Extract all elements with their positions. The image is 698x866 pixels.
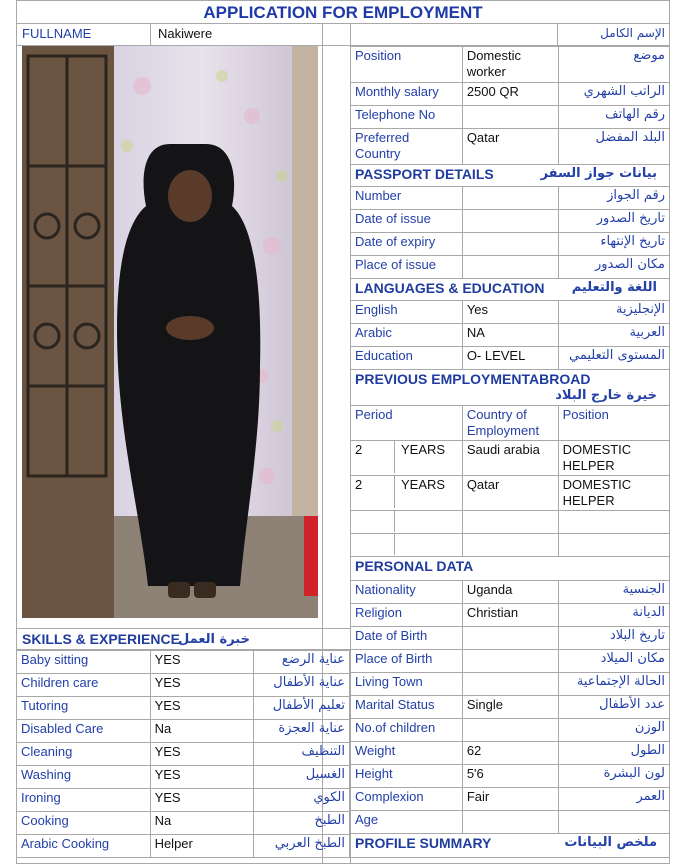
languages-header-label: LANGUAGES & EDUCATION xyxy=(355,280,545,296)
right-column xyxy=(350,46,670,864)
employment-row-country: Qatar xyxy=(462,476,558,511)
skill-arabic: تعليم الأطفال xyxy=(254,697,350,720)
employment-row-position: DOMESTIC HELPER xyxy=(558,476,669,511)
passport-row-2-arabic: تاريخ الإنتهاء xyxy=(558,233,669,256)
personal-row-3-label: Place of Birth xyxy=(351,650,463,673)
personal-row-6-label: No.of children xyxy=(351,719,463,742)
passport-row-0 xyxy=(351,187,670,210)
personal-row-0-arabic: الجنسية xyxy=(558,581,669,604)
skill-arabic: الغسيل xyxy=(254,766,350,789)
employment-row xyxy=(351,476,670,511)
profile-header-arabic: ملخص البيانات xyxy=(564,835,657,850)
personal-row-7-label: Weight xyxy=(351,742,463,765)
skill-value: YES xyxy=(150,743,254,766)
top-row-0-value: Domestic worker xyxy=(462,47,558,83)
personal-row-9-arabic: العمر xyxy=(558,788,669,811)
skill-value: Helper xyxy=(150,835,254,858)
languages-header xyxy=(351,279,670,301)
skills-header-arabic: خبرة العمل xyxy=(178,632,250,647)
personal-row-9-label: Complexion xyxy=(351,788,463,811)
employment-row-years: 2 xyxy=(351,476,395,508)
personal-row-4-value xyxy=(462,673,558,696)
top-row-3 xyxy=(351,129,670,165)
languages-row-1-label: Arabic xyxy=(351,324,463,347)
top-row-0 xyxy=(351,47,670,83)
personal-row-8-arabic: لون البشرة xyxy=(558,765,669,788)
skill-row-7 xyxy=(17,812,350,835)
personal-row-1-arabic: الديانة xyxy=(558,604,669,627)
fullname-label: FULLNAME xyxy=(22,26,92,41)
skill-label: Tutoring xyxy=(17,697,151,720)
skills-header-label: SKILLS & EXPERIENCE xyxy=(22,631,180,647)
employment-header-arabic: خيرة خارج البلاد xyxy=(555,388,657,403)
skill-label: Washing xyxy=(17,766,151,789)
top-row-1-arabic: الراتب الشهري xyxy=(558,83,669,106)
personal-row-1-label: Religion xyxy=(351,604,463,627)
personal-row-10-arabic xyxy=(558,811,669,834)
passport-row-1-arabic: تاريخ الصدور xyxy=(558,210,669,233)
skill-arabic: الطبخ xyxy=(254,812,350,835)
personal-row-10-value xyxy=(462,811,558,834)
personal-row-1-value: Christian xyxy=(462,604,558,627)
employment-row-unit: YEARS xyxy=(401,442,446,457)
personal-row-0-value: Uganda xyxy=(462,581,558,604)
personal-row-6-arabic: الوزن xyxy=(558,719,669,742)
profile-header-label: PROFILE SUMMARY xyxy=(355,835,492,851)
top-row-2 xyxy=(351,106,670,129)
passport-row-2-value xyxy=(462,233,558,256)
skill-row-3 xyxy=(17,720,350,743)
passport-row-3-value xyxy=(462,256,558,279)
passport-row-2-label: Date of expiry xyxy=(351,233,463,256)
skill-value: YES xyxy=(150,766,254,789)
top-row-0-label: Position xyxy=(351,47,463,83)
languages-row-2 xyxy=(351,347,670,370)
form-title: APPLICATION FOR EMPLOYMENT xyxy=(16,2,670,24)
personal-row-4 xyxy=(351,673,670,696)
skills-section xyxy=(16,628,350,864)
top-row-2-value xyxy=(462,106,558,129)
employment-col-country: Country of Employment xyxy=(462,406,558,441)
passport-row-3-label: Place of issue xyxy=(351,256,463,279)
passport-header-arabic: بيانات جواز السفر xyxy=(540,166,657,181)
skill-arabic: عناية العجزة xyxy=(254,720,350,743)
skill-label: Cooking xyxy=(17,812,151,835)
employment-row-unit xyxy=(395,534,407,555)
personal-row-9-value: Fair xyxy=(462,788,558,811)
personal-row-4-label: Living Town xyxy=(351,673,463,696)
employment-row-years xyxy=(351,511,395,532)
personal-row-2 xyxy=(351,627,670,650)
languages-row-1-value: NA xyxy=(462,324,558,347)
passport-row-0-arabic: رقم الجواز xyxy=(558,187,669,210)
languages-row-0-label: English xyxy=(351,301,463,324)
skill-label: Disabled Care xyxy=(17,720,151,743)
skill-arabic: الكوي xyxy=(254,789,350,812)
top-row-0-arabic: موضع xyxy=(558,47,669,83)
employment-row-position xyxy=(558,534,669,557)
skill-value: YES xyxy=(150,674,254,697)
personal-row-5-value: Single xyxy=(462,696,558,719)
employment-header-label: PREVIOUS EMPLOYMENTABROAD xyxy=(355,371,591,387)
top-details-table xyxy=(350,46,670,858)
passport-row-1-label: Date of issue xyxy=(351,210,463,233)
personal-row-7-value: 62 xyxy=(462,742,558,765)
employment-row-country xyxy=(462,511,558,534)
skill-row-4 xyxy=(17,743,350,766)
applicant-photo-image xyxy=(22,46,318,618)
skill-row-5 xyxy=(17,766,350,789)
skill-label: Ironing xyxy=(17,789,151,812)
employment-row-years xyxy=(351,534,395,555)
languages-header-arabic: اللغة والتعليم xyxy=(571,280,657,295)
skill-arabic: عناية الرضع xyxy=(254,651,350,674)
top-row-3-value: Qatar xyxy=(462,129,558,165)
employment-header xyxy=(351,370,670,406)
personal-row-8-value: 5'6 xyxy=(462,765,558,788)
personal-row-5 xyxy=(351,696,670,719)
profile-header xyxy=(351,834,670,858)
languages-row-1-arabic: العربية xyxy=(558,324,669,347)
application-form xyxy=(16,0,670,864)
skill-arabic: التنظيف xyxy=(254,743,350,766)
skill-arabic: الطبخ العربي xyxy=(254,835,350,858)
personal-row-8 xyxy=(351,765,670,788)
personal-row-9 xyxy=(351,788,670,811)
personal-row-0-label: Nationality xyxy=(351,581,463,604)
employment-row-years: 2 xyxy=(351,441,395,473)
top-row-2-arabic: رقم الهاتف xyxy=(558,106,669,129)
personal-row-2-label: Date of Birth xyxy=(351,627,463,650)
personal-row-3 xyxy=(351,650,670,673)
skill-label: Baby sitting xyxy=(17,651,151,674)
skill-value: YES xyxy=(150,651,254,674)
employment-col-period: Period xyxy=(351,406,463,441)
employment-row-position xyxy=(558,511,669,534)
skill-value: YES xyxy=(150,789,254,812)
employment-row-position: DOMESTIC HELPER xyxy=(558,441,669,476)
personal-row-0 xyxy=(351,581,670,604)
skill-row-8 xyxy=(17,835,350,858)
passport-row-1 xyxy=(351,210,670,233)
personal-row-6 xyxy=(351,719,670,742)
employment-col-headers xyxy=(351,406,670,441)
fullname-arabic: الإسم الكامل xyxy=(600,26,665,40)
personal-row-6-value xyxy=(462,719,558,742)
personal-row-8-label: Height xyxy=(351,765,463,788)
skill-label: Cleaning xyxy=(17,743,151,766)
top-row-1-value: 2500 QR xyxy=(462,83,558,106)
skill-value: Na xyxy=(150,720,254,743)
top-row-1 xyxy=(351,83,670,106)
personal-row-3-value xyxy=(462,650,558,673)
personal-row-7 xyxy=(351,742,670,765)
employment-row xyxy=(351,534,670,557)
passport-row-1-value xyxy=(462,210,558,233)
employment-row-unit xyxy=(395,511,407,532)
personal-row-1 xyxy=(351,604,670,627)
skills-header xyxy=(16,628,350,650)
personal-header xyxy=(351,557,670,581)
employment-row-unit: YEARS xyxy=(401,477,446,492)
languages-row-1 xyxy=(351,324,670,347)
personal-row-5-arabic: عدد الأطفال xyxy=(558,696,669,719)
personal-row-10 xyxy=(351,811,670,834)
top-row-2-label: Telephone No xyxy=(351,106,463,129)
skill-value: Na xyxy=(150,812,254,835)
employment-row-country: Saudi arabia xyxy=(462,441,558,476)
employment-row-country xyxy=(462,534,558,557)
personal-row-10-label: Age xyxy=(351,811,463,834)
languages-row-0-arabic: الإنجليزية xyxy=(558,301,669,324)
passport-row-3-arabic: مكان الصدور xyxy=(558,256,669,279)
skill-row-2 xyxy=(17,697,350,720)
personal-row-2-value xyxy=(462,627,558,650)
passport-row-0-label: Number xyxy=(351,187,463,210)
passport-row-2 xyxy=(351,233,670,256)
skill-row-1 xyxy=(17,674,350,697)
languages-row-0 xyxy=(351,301,670,324)
personal-row-5-label: Marital Status xyxy=(351,696,463,719)
personal-row-4-arabic: الحالة الإجتماعية xyxy=(558,673,669,696)
personal-header-label: PERSONAL DATA xyxy=(355,558,474,574)
fullname-value: Nakiwere xyxy=(158,26,213,41)
skill-arabic: عناية الأطفال xyxy=(254,674,350,697)
skill-label: Children care xyxy=(17,674,151,697)
passport-header-label: PASSPORT DETAILS xyxy=(355,166,494,182)
languages-row-2-label: Education xyxy=(351,347,463,370)
top-row-1-label: Monthly salary xyxy=(351,83,463,106)
languages-row-0-value: Yes xyxy=(462,301,558,324)
top-row-3-arabic: البلد المفضل xyxy=(558,129,669,165)
personal-row-2-arabic: تاريخ البلاد xyxy=(558,627,669,650)
personal-row-3-arabic: مكان الميلاد xyxy=(558,650,669,673)
fullname-row xyxy=(16,23,670,46)
passport-row-0-value xyxy=(462,187,558,210)
languages-row-2-value: O- LEVEL xyxy=(462,347,558,370)
skill-label: Arabic Cooking xyxy=(17,835,151,858)
employment-col-position: Position xyxy=(558,406,669,441)
skill-row-6 xyxy=(17,789,350,812)
skill-row-0 xyxy=(17,651,350,674)
applicant-photo xyxy=(22,46,318,618)
employment-row xyxy=(351,511,670,534)
employment-row xyxy=(351,441,670,476)
personal-row-7-arabic: الطول xyxy=(558,742,669,765)
passport-row-3 xyxy=(351,256,670,279)
top-row-3-label: Preferred Country xyxy=(351,129,463,165)
skills-table xyxy=(16,650,350,858)
passport-header xyxy=(351,165,670,187)
languages-row-2-arabic: المستوى التعليمي xyxy=(558,347,669,370)
skill-value: YES xyxy=(150,697,254,720)
